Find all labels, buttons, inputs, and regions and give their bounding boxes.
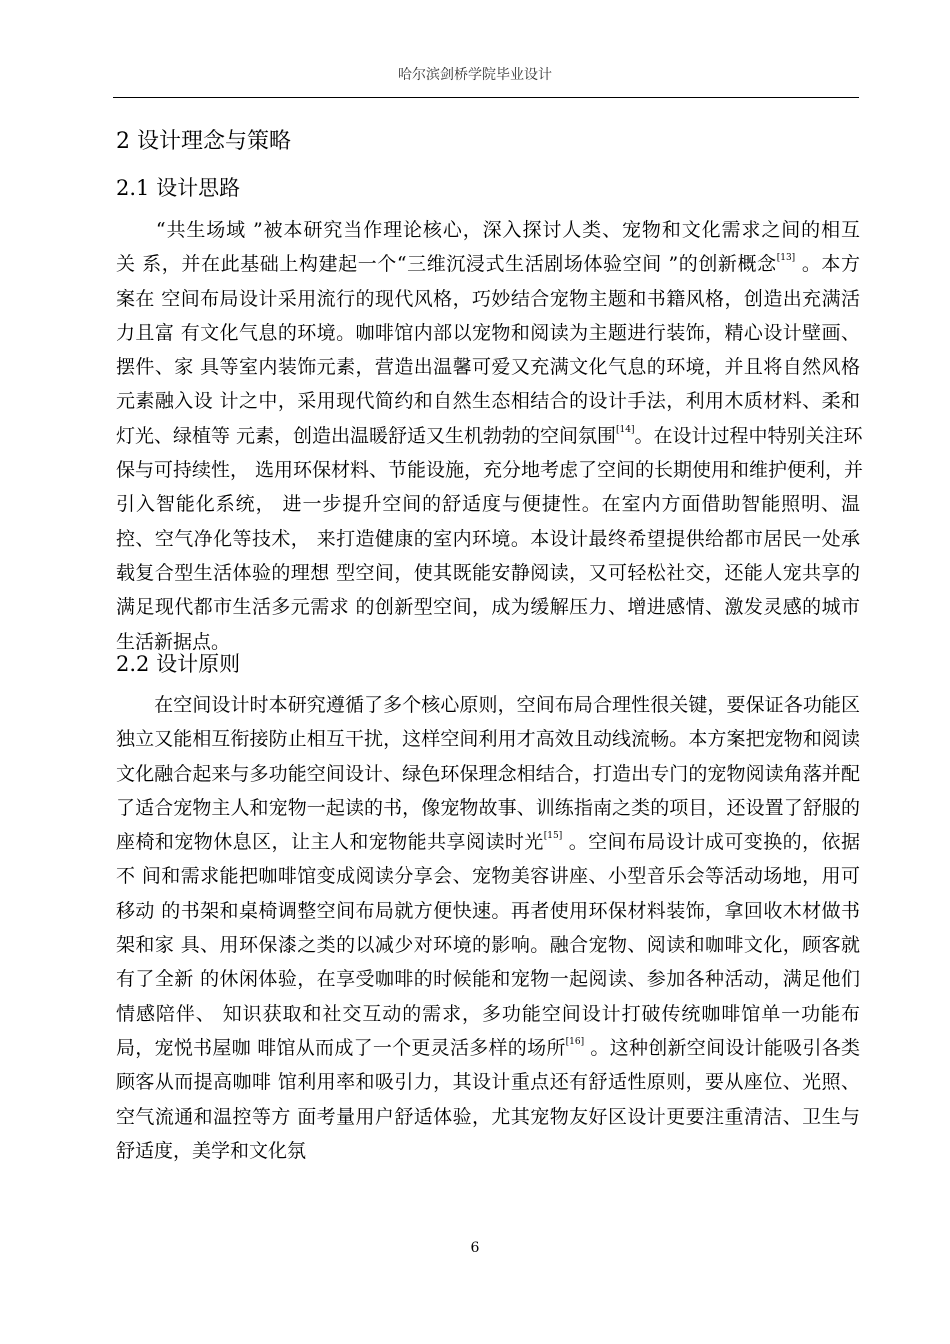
text-line [116, 213, 860, 247]
section-2-2-body [116, 688, 860, 1168]
line-text: 文化融合起来与多功能空间设计、绿色环保理念相结合，打造出专门的宠物阅读角落并配 [116, 762, 860, 785]
line-text: “共生场域 ”被本研究当作理论核心，深入探讨人类、宠物和文化需求之间的相互 [116, 219, 860, 241]
text-line [116, 384, 860, 418]
line-text: 空气流通和温控等方 面考量用户舒适体验，尤其宠物友好区设计更要注重清洁、卫生与 [116, 1105, 860, 1128]
page-number: 6 [470, 1240, 480, 1256]
section-title-2-2: 2.2 设计原则 [116, 652, 241, 676]
text-line [116, 556, 860, 590]
text-line [116, 522, 860, 556]
line-text: 不 间和需求能把咖啡馆变成阅读分享会、宠物美容讲座、小型音乐会等活动场地，用可 [116, 865, 860, 888]
line-text: 情感陪伴、 知识获取和社交互动的需求，多功能空间设计打破传统咖啡馆单一功能布 [116, 1002, 860, 1025]
line-text: 控、空气净化等技术， 来打造健康的室内环境。本设计最终希望提供给都市居民一处承 [116, 527, 860, 550]
text-line [116, 928, 860, 962]
line-text: 独立又能相互衔接防止相互干扰，这样空间利用才高效且动线流畅。本方案把宠物和阅读 [116, 728, 860, 751]
text-line [116, 791, 860, 825]
line-text: 舒适度，美学和文化氛 [116, 1139, 307, 1162]
chapter-title: 2 设计理念与策略 [116, 129, 291, 154]
text-line [116, 688, 860, 722]
text-line [116, 247, 860, 281]
line-text: 了适合宠物主人和宠物一起读的书，像宠物故事、训练指南之类的项目，还设置了舒服的 [116, 796, 860, 819]
text-line [116, 487, 860, 521]
text-line [116, 316, 860, 350]
line-text: 保与可持续性， 选用环保材料、节能设施，充分地考虑了空间的长期使用和维护便利，并 [116, 459, 864, 482]
text-line [116, 350, 860, 384]
section-title-2-1: 2.1 设计思路 [116, 176, 241, 200]
citation-ref: [15] [543, 831, 563, 842]
text-line [116, 722, 860, 756]
line-text: 。空间布局设计成可变换的，依据 [562, 831, 860, 854]
line-text: 架和家 具、用环保漆之类的以减少对环境的影响。融合宠物、阅读和咖啡文化，顾客就 [116, 934, 860, 957]
citation-ref: [14] [616, 424, 635, 435]
citation-ref: [13] [776, 253, 796, 264]
line-text: 满足现代都市生活多元需求 的创新型空间，成为缓解压力、增进感情、激发灵感的城市 [116, 596, 860, 619]
line-text: 引入智能化系统， 进一步提升空间的舒适度与便捷性。在室内方面借助智能照明、温 [116, 493, 860, 516]
line-text: 关 系，并在此基础上构建起一个“三维沉浸式生活剧场体验空间 ”的创新概念 [116, 253, 777, 276]
text-line [116, 1031, 860, 1065]
line-text: 顾客从而提高咖啡 馆利用率和吸引力，其设计重点还有舒适性原则，要从座位、光照、 [116, 1071, 860, 1094]
text-line [116, 1065, 860, 1099]
running-header: 哈尔滨剑桥学院毕业设计 [398, 67, 552, 83]
text-line [116, 825, 860, 859]
text-line [116, 453, 864, 487]
text-line [116, 419, 863, 453]
line-text: 。本方 [795, 253, 860, 276]
text-line [116, 282, 860, 316]
line-text: 座椅和宠物休息区，让主人和宠物能共享阅读时光 [116, 831, 544, 854]
line-text: 摆件、家 具等室内装饰元素，营造出温馨可爱又充满文化气息的环境，并且将自然风格 [116, 356, 860, 379]
line-text: 灯光、绿植等 元素，创造出温暖舒适又生机勃勃的空间氛围 [116, 424, 617, 447]
line-text: 有了全新 的休闲体验，在享受咖啡的时候能和宠物一起阅读、参加各种活动，满足他们 [116, 968, 860, 991]
line-text: 案在 空间布局设计采用流行的现代风格，巧妙结合宠物主题和书籍风格，创造出充满活 [116, 287, 860, 310]
line-text: 。这种创新空间设计能吸引各类 [584, 1036, 860, 1059]
text-line [116, 859, 860, 893]
text-line [116, 894, 860, 928]
line-text: 。在设计过程中特别关注环 [634, 424, 863, 447]
text-line [116, 1134, 860, 1168]
text-line [116, 962, 860, 996]
line-text: 移动 的书架和桌椅调整空间布局就方便快速。再者使用环保材料装饰，拿回收木材做书 [116, 899, 860, 922]
text-line [116, 997, 860, 1031]
header-divider [113, 97, 859, 98]
citation-ref: [16] [565, 1036, 585, 1047]
section-2-1-body [116, 213, 864, 659]
line-text: 生活新据点。 [116, 630, 231, 653]
line-text: 载复合型生活体验的理想 型空间，使其既能安静阅读，又可轻松社交，还能人宠共享的 [116, 561, 860, 584]
text-line [116, 1100, 860, 1134]
line-text: 在空间设计时本研究遵循了多个核心原则，空间布局合理性很关键，要保证各功能区 [116, 694, 860, 716]
text-line [116, 757, 860, 791]
text-line [116, 590, 860, 624]
line-text: 力且富 有文化气息的环境。咖啡馆内部以宠物和阅读为主题进行装饰，精心设计壁画、 [116, 321, 860, 344]
line-text: 局，宠悦书屋咖 啡馆从而成了一个更灵活多样的场所 [116, 1036, 566, 1059]
line-text: 元素融入设 计之中，采用现代简约和自然生态相结合的设计手法，利用木质材料、柔和 [116, 390, 860, 413]
